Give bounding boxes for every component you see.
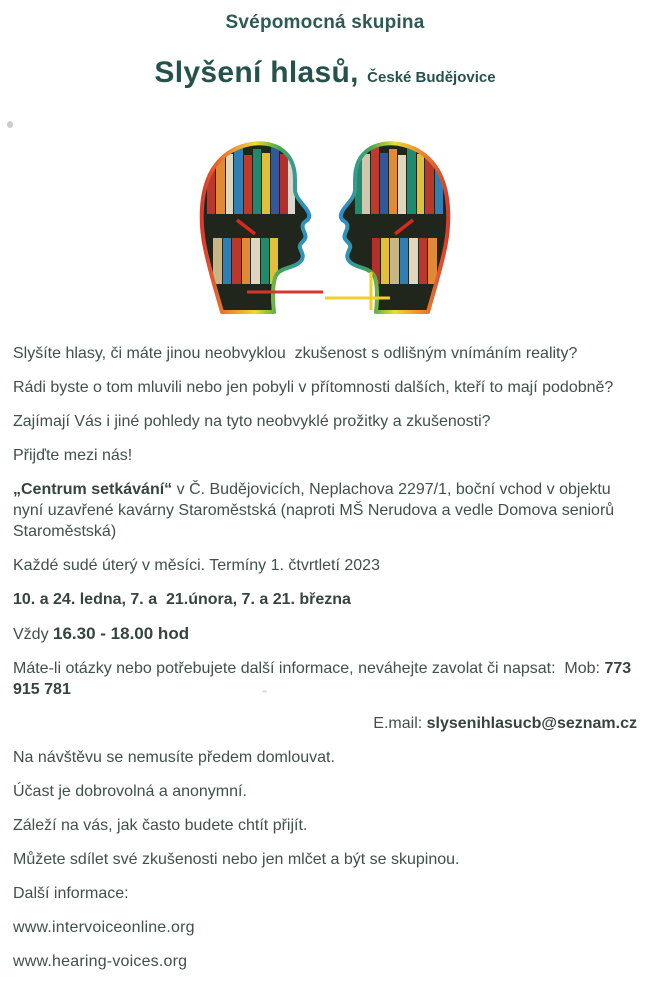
left-head-books-icon (202, 143, 323, 312)
flyer-header (0, 0, 650, 90)
venue-address: v Č. Budějovicích, Neplachova 2297/1, boční vchod v objektu nyní uzavřené kavárny Staroměstská (naproti MŠ Nerudova a vedle Domova seniorů Staroměstská) (13, 481, 619, 540)
right-head-books-icon (325, 143, 448, 312)
scan-artifact (262, 690, 267, 693)
flyer-body (0, 343, 650, 972)
page-title (0, 56, 650, 90)
website-url: www.intervoiceonline.org (13, 919, 195, 936)
phone-number: 773 915 781 (13, 660, 636, 698)
heads-books-illustration-svg (175, 132, 475, 317)
note-line: Můžete sdílet své zkušenosti nebo jen mlčet a být se skupinou. (13, 851, 460, 868)
note-line: Na návštěvu se nemusíte předem domlouvat. (13, 749, 335, 766)
schedule-dates-line: 10. a 24. ledna, 7. a 21.února, 7. a 21. března (13, 591, 351, 608)
intro-line: Rádi byste o tom mluvili nebo jen pobyli v přítomnosti dalších, kteří to mají podobně? (13, 379, 614, 396)
contact-phone-line (13, 658, 637, 700)
contact-email-line (13, 713, 637, 734)
website-url: www.hearing-voices.org (13, 953, 188, 970)
title-main: Slyšení hlasů, (154, 56, 359, 89)
schedule-time-line (13, 623, 637, 645)
venue-paragraph (13, 479, 637, 542)
email-address: slysenihlasucb@seznam.cz (426, 715, 637, 732)
intro-line: Slyšíte hlasy, či máte jinou neobvyklou zkušenost s odlišným vnímáním reality? (13, 345, 578, 362)
heads-books-illustration (175, 132, 475, 317)
scan-artifact (7, 121, 13, 128)
time-value: 16.30 - 18.00 hod (53, 624, 190, 643)
venue-name: „Centrum setkávání“ (13, 481, 173, 498)
more-info-label: Další informace: (13, 885, 129, 902)
note-line: Účast je dobrovolná a anonymní. (13, 783, 247, 800)
time-prefix: Vždy (13, 626, 54, 643)
intro-line: Zajímají Vás i jiné pohledy na tyto neobvyklé prožitky a zkušenosti? (13, 413, 491, 430)
call-to-action-line: Přijďte mezi nás! (13, 447, 133, 464)
email-label: E.mail: (373, 715, 427, 732)
schedule-frequency-line: Každé sudé úterý v měsíci. Termíny 1. čtvrtletí 2023 (13, 557, 380, 574)
title-city-suffix: České Budějovice (367, 69, 496, 86)
note-line: Záleží na vás, jak často budete chtít přijít. (13, 817, 308, 834)
flyer-subtitle: Svépomocná skupina (225, 12, 425, 33)
contact-question: Máte-li otázky nebo potřebujete další informace, neváhejte zavolat či napsat: Mob: (13, 660, 605, 677)
